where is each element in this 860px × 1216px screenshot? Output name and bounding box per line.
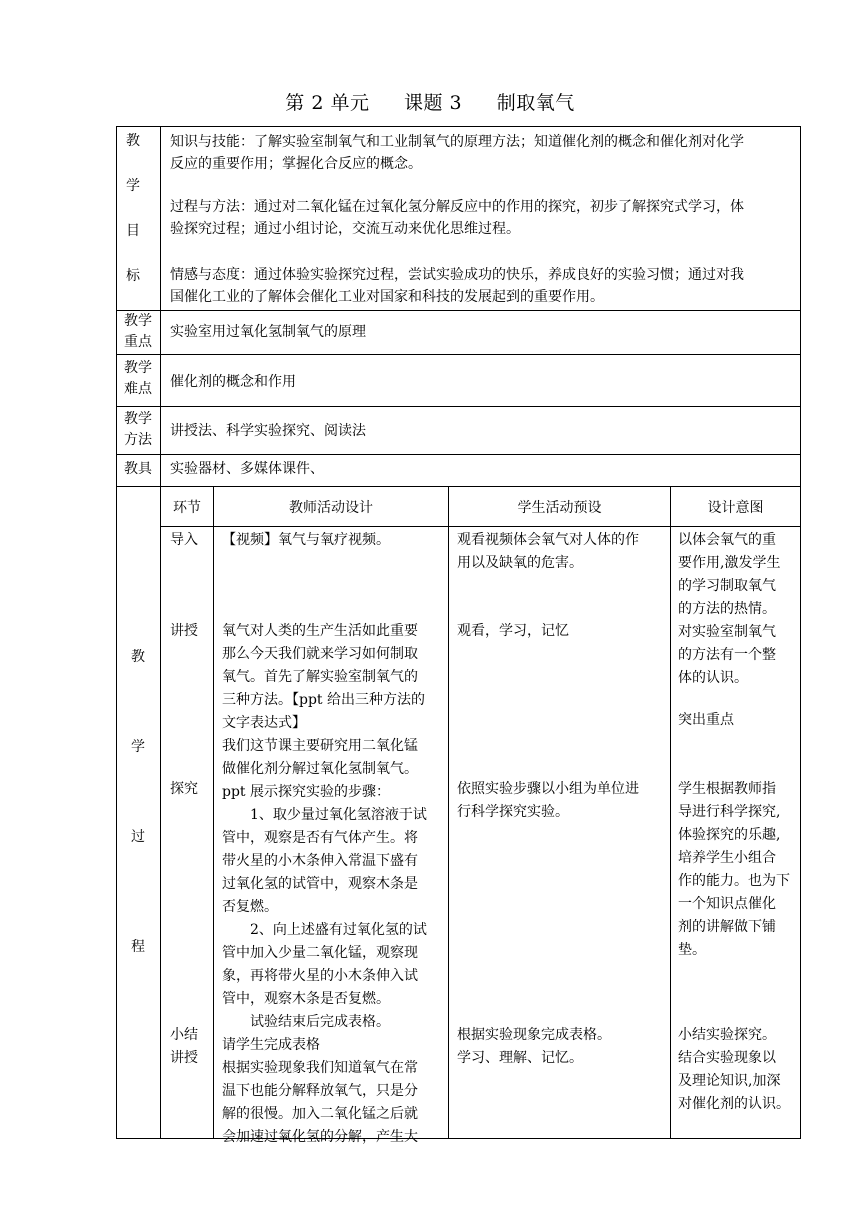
student-intro: 观看视频体会氧气对人体的作 用以及缺氧的危害。 (457, 532, 639, 571)
method-label: 教学 方法 (124, 411, 152, 448)
key-point-label: 教学 重点 (124, 313, 152, 350)
intent-key: 突出重点 (678, 712, 734, 728)
intent-intro: 以体会氧气的重 要作用,激发学生 的学习制取氧气 的方法的热情。 对实验室制氧气 的方法有一个整 体的认识。 (678, 532, 781, 686)
header-student: 学生活动预设 (517, 500, 602, 516)
student-explore: 依照实验步骤以小组为单位进 行科学探究实验。 (457, 781, 639, 820)
method-text: 讲授法、科学实验探究、阅读法 (170, 423, 366, 439)
unit-label: 第 2 单元 (285, 92, 370, 114)
key-point-text: 实验室用过氧化氢制氧气的原理 (170, 324, 366, 340)
header-intent: 设计意图 (707, 500, 764, 516)
process-label: 教 学 过 程 (131, 649, 145, 955)
student-lecture: 观看，学习，记忆 (457, 623, 569, 639)
stage-lecture-2: 讲授 (170, 1050, 198, 1066)
objective-emotion: 情感与态度：通过体验实验探究过程，尝试实验成功的快乐，养成良好的实验习惯；通过对我 国催化工业的了解体会催化工业对国家和科技的发展起到的重要作用。 (170, 267, 744, 305)
intent-explore: 学生根据教师指 导进行科学探究, 体验探究的乐趣, 培养学生小组合 作的能力。也为下 一个知识点催化 剂的讲解做下铺 垫。 (678, 781, 790, 958)
objectives-label: 教 学 目 标 (126, 133, 140, 284)
objective-process: 过程与方法：通过对二氧化锰在过氧化氢分解反应中的作用的探究，初步了解探究式学习，体 验探究过程；通过小组讨论，交流互动来优化思维过程。 (170, 199, 744, 237)
intent-summary: 小结实验探究。 结合实验现象以 及理论知识,加深 对催化剂的认识。 (678, 1027, 790, 1112)
stage-explore: 探究 (170, 781, 198, 797)
lesson-label: 课题 3 (404, 92, 463, 114)
teacher-intro: 【视频】氧气与氧疗视频。 (222, 532, 390, 548)
header-teacher: 教师活动设计 (289, 500, 373, 516)
stage-lecture: 讲授 (170, 623, 198, 639)
stage-intro: 导入 (170, 532, 198, 548)
teacher-lecture: 氧气对人类的生产生活如此重要 那么今天我们就来学习如何制取 氧气。首先了解实验室制氧气的 三种方法。【ppt 给出三种方法的 文字表达式】 我们这节课主要研究用二氧化锰 做催化剂分解过氧化氢制氧气。 ppt 展示探究实验的步骤： 1、取少量过氧化氢溶液于试 管中，观察是否有气体产生。将 带火星的小木条伸入常温下盛有 过氧化氢的试管中，观察木条是 否复燃。 2、向上述盛有过氧化氢的试 管中加入少量二氧化锰，观察现 象，再将带火星的小木条伸入试 管中，观察木条是否复燃。 试验结束后完成表格。 请学生完成表格 根据实验现象我们知道氧气在常 温下也能分解释放氧气，只是分 解的很慢。加入二氧化锰之后就 会加速过氧化氢的分解，产生大 (222, 623, 427, 1145)
lesson-name: 制取氧气 (496, 92, 575, 114)
tools-label: 教具 (124, 461, 152, 477)
difficulty-label: 教学 难点 (124, 360, 152, 397)
tools-text: 实验器材、多媒体课件、 (170, 461, 324, 477)
page-title (0, 88, 860, 115)
objective-knowledge: 知识与技能：了解实验室制氧气和工业制氧气的原理方法；知道催化剂的概念和催化剂对化学 反应的重要作用；掌握化合反应的概念。 (170, 134, 744, 172)
difficulty-text: 催化剂的概念和作用 (170, 374, 296, 390)
stage-summary: 小结 (170, 1027, 198, 1043)
header-stage: 环节 (173, 500, 201, 516)
student-summary: 根据实验现象完成表格。 学习、理解、记忆。 (457, 1027, 611, 1066)
